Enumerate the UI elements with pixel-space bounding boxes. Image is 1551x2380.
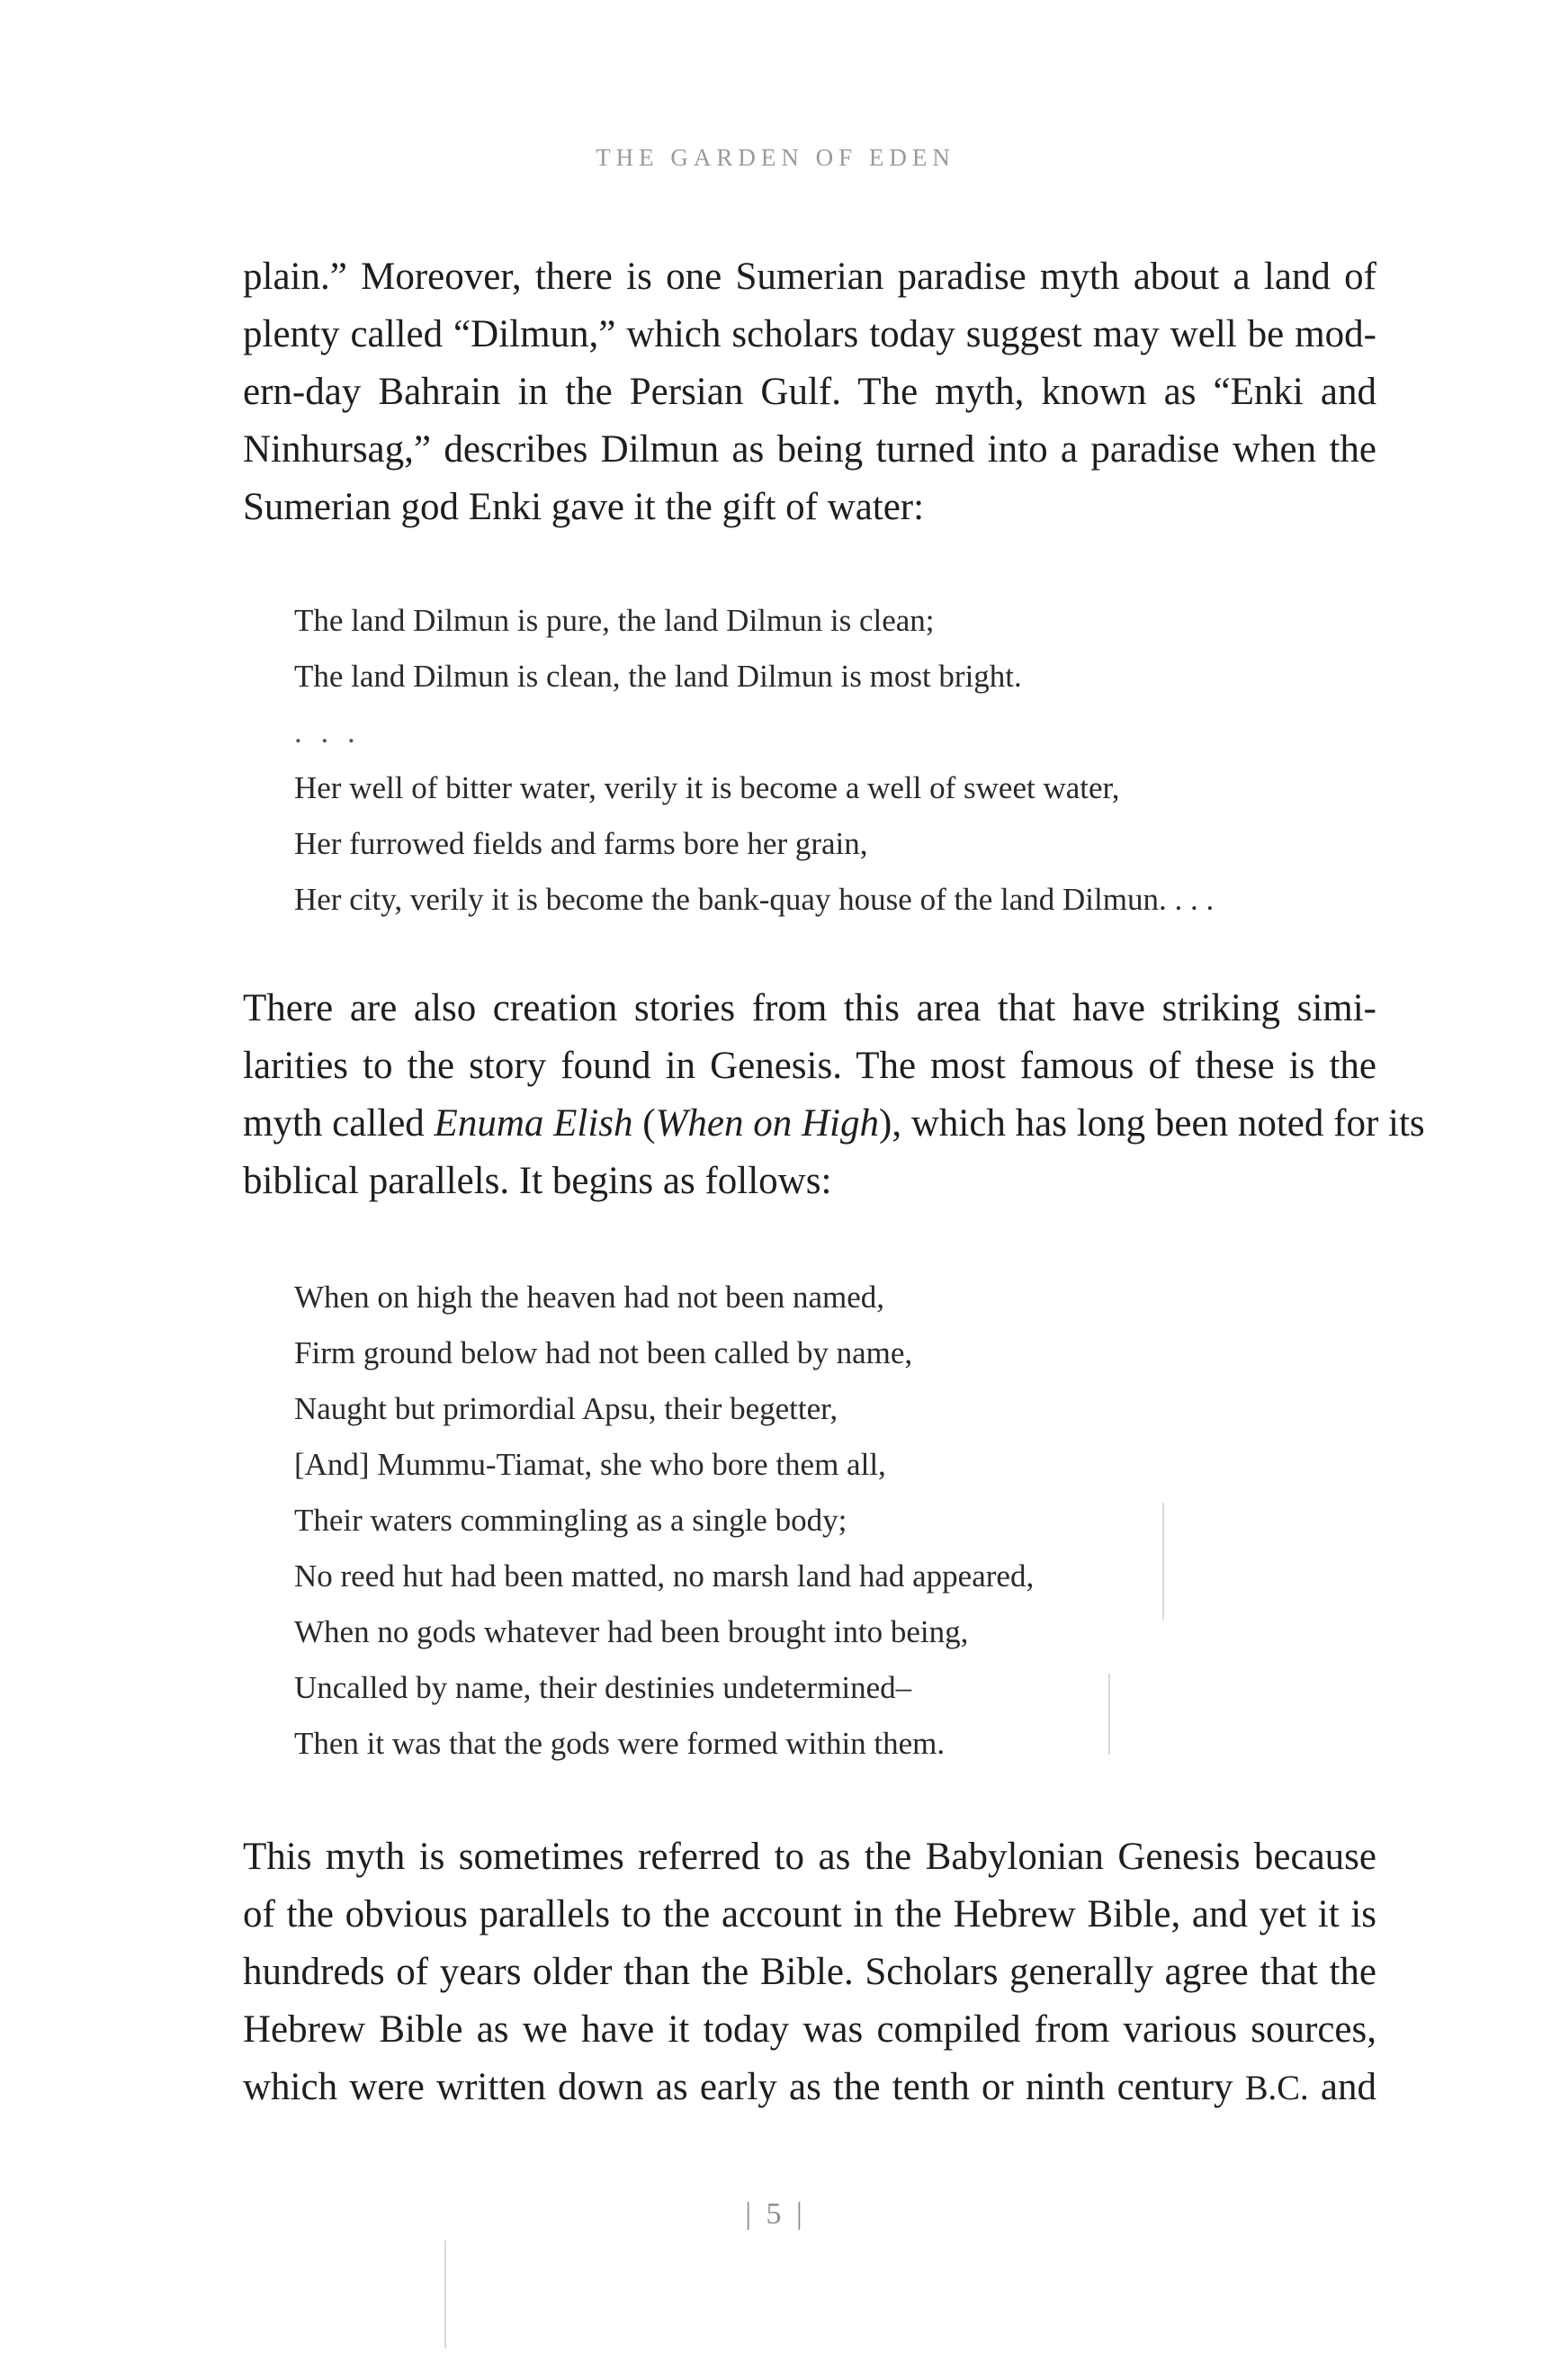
scan-artifact	[1162, 1503, 1164, 1620]
body-paragraph-1	[243, 248, 1376, 536]
paragraph-line: plenty called “Dilmun,” which scholars today suggest may well be mod-	[243, 313, 1376, 355]
quote-line: When on high the heaven had not been named,	[294, 1280, 885, 1315]
paragraph-line: plain.” Moreover, there is one Sumerian paradise myth about a land of	[243, 256, 1376, 298]
quote-line: Her furrowed fields and farms bore her grain,	[294, 826, 868, 861]
paragraph-line: ern-day Bahrain in the Persian Gulf. The myth, known as “Enki and	[243, 371, 1376, 413]
block-quote-dilmun	[294, 593, 1214, 928]
paragraph-line: larities to the story found in Genesis. The most famous of these is the	[243, 1045, 1376, 1087]
scan-artifact	[1108, 1674, 1110, 1755]
paragraph-line: hundreds of years older than the Bible. Scholars generally agree that the	[243, 1951, 1376, 1993]
line-text: ), which has long been noted for its	[879, 1102, 1425, 1145]
line-text: and	[1308, 2066, 1376, 2108]
paragraph-line: of the obvious parallels to the account in the Hebrew Bible, and yet it is	[243, 1893, 1376, 1935]
line-text: myth called	[243, 1102, 435, 1145]
paragraph-line: biblical parallels. It begins as follows:	[243, 1160, 832, 1202]
body-paragraph-2	[243, 980, 1425, 1210]
paragraph-line: This myth is sometimes referred to as the Babylonian Genesis because	[243, 1836, 1376, 1878]
quote-line: [And] Mummu-Tiamat, she who bore them all,	[294, 1447, 886, 1482]
quote-line: The land Dilmun is pure, the land Dilmun is clean;	[294, 603, 935, 638]
quote-line: Her well of bitter water, verily it is become a well of sweet water,	[294, 770, 1120, 805]
body-paragraph-3	[243, 1828, 1376, 2117]
quote-line: Firm ground below had not been called by name,	[294, 1335, 913, 1370]
quote-line: The land Dilmun is clean, the land Dilmun is most bright.	[294, 659, 1022, 694]
italic-title-enuma-elish: Enuma Elish	[434, 1102, 633, 1145]
scan-artifact	[444, 2241, 446, 2349]
quote-line: No reed hut had been matted, no marsh land had appeared,	[294, 1558, 1035, 1594]
block-quote-enuma-elish	[294, 1270, 1034, 1772]
line-text: (	[632, 1102, 656, 1145]
paragraph-line: Hebrew Bible as we have it today was compiled from various sources,	[243, 2008, 1376, 2051]
page-number: | 5 |	[745, 2197, 806, 2231]
paragraph-line: There are also creation stories from this area that have striking simi-	[243, 987, 1376, 1029]
quote-line: Their waters commingling as a single body;	[294, 1503, 847, 1538]
quote-line: Uncalled by name, their destinies undetermined–	[294, 1670, 912, 1705]
quote-line: When no gods whatever had been brought into being,	[294, 1614, 969, 1649]
paragraph-line: Ninhursag,” describes Dilmun as being turned into a paradise when the	[243, 428, 1376, 471]
quote-ellipsis: . . .	[294, 714, 361, 750]
paragraph-line	[243, 2059, 1376, 2117]
paragraph-line: Sumerian god Enki gave it the gift of water:	[243, 486, 925, 528]
running-head: THE GARDEN OF EDEN	[596, 144, 955, 171]
paragraph-line	[243, 1095, 1425, 1153]
quote-line: Then it was that the gods were formed within them.	[294, 1726, 946, 1761]
line-text: which were written down as early as the tenth or ninth century	[243, 2066, 1245, 2108]
quote-line: Naught but primordial Apsu, their begetter,	[294, 1391, 838, 1426]
era-abbreviation: B.C.	[1244, 2070, 1309, 2107]
quote-line: Her city, verily it is become the bank-quay house of the land Dilmun. . . .	[294, 882, 1215, 917]
italic-title-when-on-high: When on High	[655, 1102, 879, 1145]
